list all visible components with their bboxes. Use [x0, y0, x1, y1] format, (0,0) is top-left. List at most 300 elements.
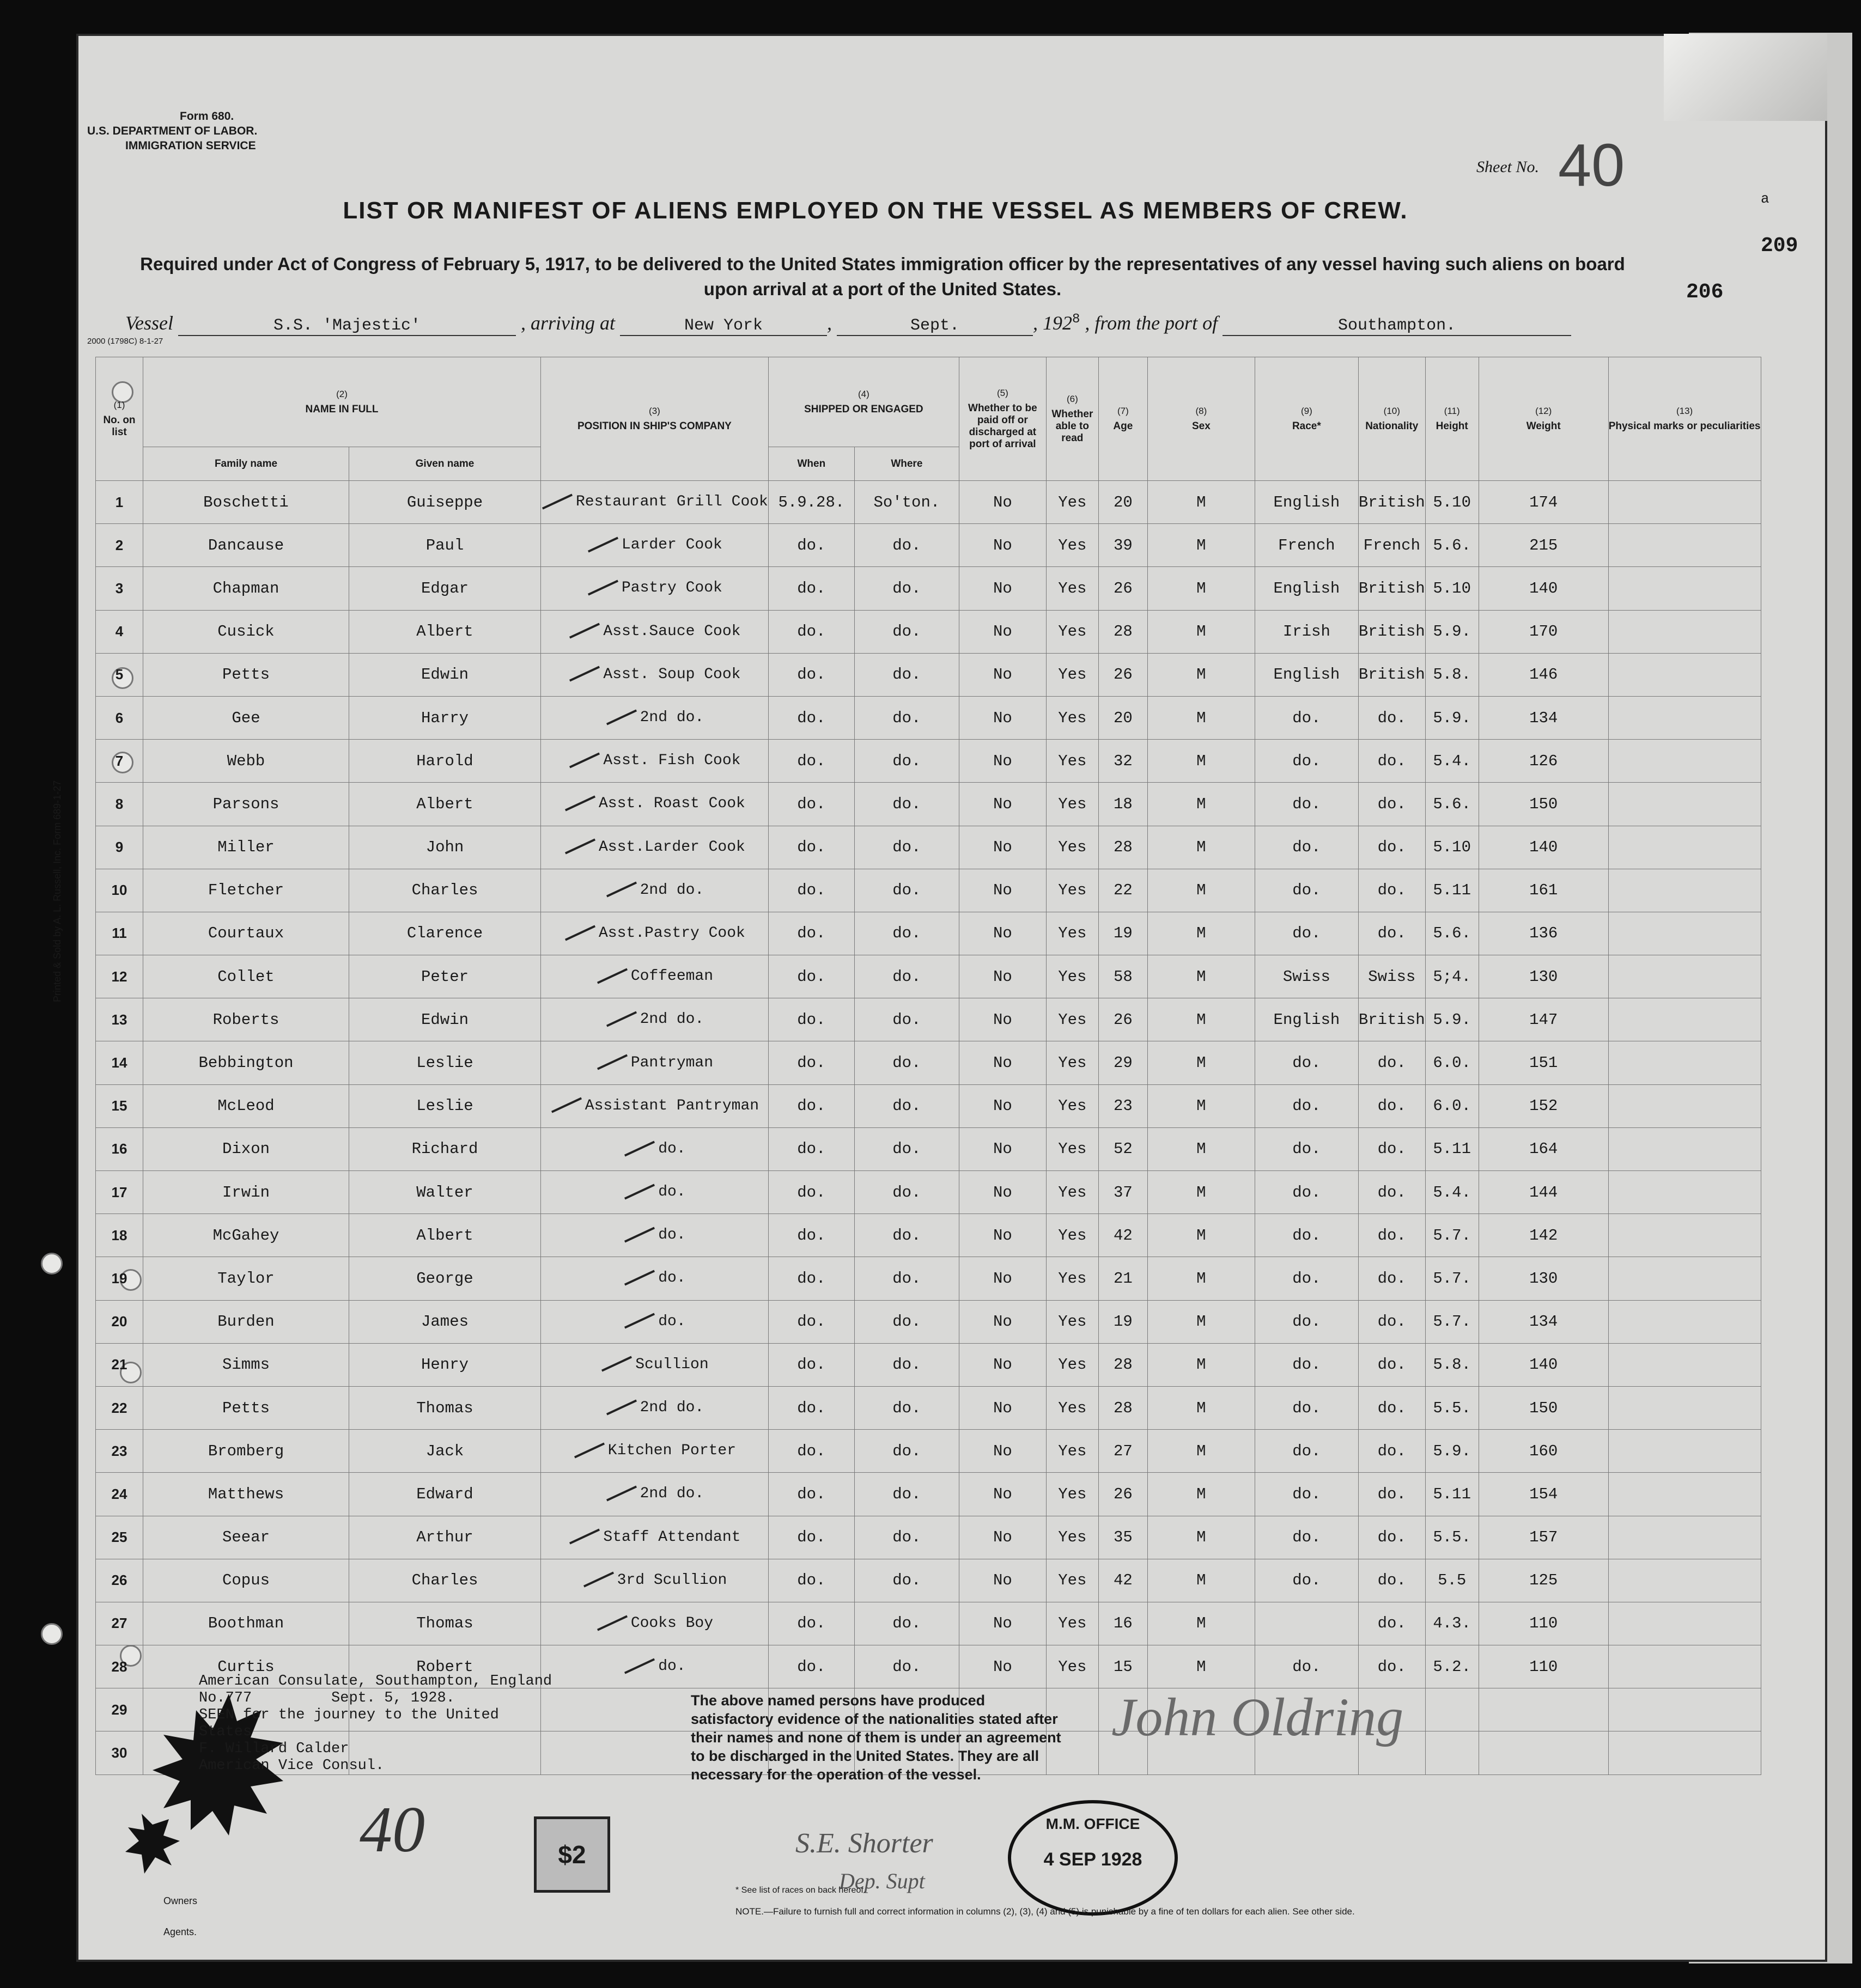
check-mark-icon — [565, 796, 595, 812]
shipped-where-cell: do. — [854, 1041, 959, 1084]
race-cell: do. — [1255, 912, 1358, 955]
height-cell: 5.5 — [1425, 1559, 1479, 1602]
given-name-cell: Charles — [349, 1559, 541, 1602]
check-mark-icon — [551, 1097, 582, 1113]
weight-cell: 130 — [1479, 955, 1608, 998]
physical-marks-cell — [1608, 524, 1761, 567]
family-name-cell: Matthews — [143, 1473, 349, 1516]
shipped-where-cell: do. — [854, 1171, 959, 1214]
paid-off-cell: No — [959, 1386, 1046, 1429]
race-cell: do. — [1255, 1516, 1358, 1559]
shipped-when-cell: do. — [768, 912, 854, 955]
race-cell: do. — [1255, 1041, 1358, 1084]
age-cell: 19 — [1098, 912, 1147, 955]
physical-marks-cell — [1608, 1257, 1761, 1300]
age-cell: 16 — [1098, 1602, 1147, 1645]
col-header-paid-off: (5) Whether to be paid off or discharged at port of arrival — [959, 357, 1046, 481]
shipped-where-cell: do. — [854, 955, 959, 998]
race-cell: do. — [1255, 740, 1358, 783]
given-name-cell: Leslie — [349, 1084, 541, 1127]
given-name-cell: Henry — [349, 1343, 541, 1386]
position-cell: do. — [541, 1257, 769, 1300]
physical-marks-cell — [1608, 1214, 1761, 1257]
departure-port: Southampton. — [1223, 316, 1571, 336]
physical-marks-cell — [1608, 1645, 1761, 1688]
able-to-read-cell: Yes — [1046, 1386, 1098, 1429]
physical-marks-cell — [1608, 1731, 1761, 1774]
weight-cell: 146 — [1479, 653, 1608, 696]
sheet-number-value: 40 — [1558, 132, 1625, 199]
shipped-when-cell: do. — [768, 783, 854, 826]
able-to-read-cell: Yes — [1046, 1602, 1098, 1645]
nationality-cell: do. — [1358, 1041, 1425, 1084]
shipped-when-cell: do. — [768, 1645, 854, 1688]
physical-marks-cell — [1608, 826, 1761, 869]
table-row — [96, 1430, 1761, 1473]
paid-off-cell: No — [959, 826, 1046, 869]
family-name-cell: Copus — [143, 1559, 349, 1602]
able-to-read-cell: Yes — [1046, 1559, 1098, 1602]
able-to-read-cell: Yes — [1046, 1127, 1098, 1170]
weight-cell: 126 — [1479, 740, 1608, 783]
race-cell: do. — [1255, 1214, 1358, 1257]
row-number-cell: 17 — [96, 1171, 143, 1214]
row-number-cell: 2 — [96, 524, 143, 567]
physical-marks-cell — [1608, 653, 1761, 696]
height-cell: 5.5. — [1425, 1386, 1479, 1429]
position-cell: 2nd do. — [541, 1386, 769, 1429]
age-cell: 15 — [1098, 1645, 1147, 1688]
table-row — [96, 1127, 1761, 1170]
given-name-cell: Edgar — [349, 567, 541, 610]
row-number-cell: 30 — [96, 1731, 143, 1774]
shipped-where-cell: do. — [854, 1602, 959, 1645]
sheet-number-label: Sheet No. — [1476, 158, 1539, 176]
consulate-line-6: American Vice Consul. — [199, 1758, 385, 1774]
weight-cell: 157 — [1479, 1516, 1608, 1559]
physical-marks-cell — [1608, 1084, 1761, 1127]
weight-cell — [1479, 1688, 1608, 1731]
given-name-cell: Edward — [349, 1473, 541, 1516]
race-cell: do. — [1255, 696, 1358, 739]
nationality-cell: do. — [1358, 1343, 1425, 1386]
paid-off-cell: No — [959, 912, 1046, 955]
arriving-label: , arriving at — [520, 312, 615, 334]
consulate-endorsement — [199, 1673, 552, 1774]
consulate-line-4: States — [199, 1724, 252, 1740]
able-to-read-cell: Yes — [1046, 740, 1098, 783]
shipped-where-cell: do. — [854, 524, 959, 567]
shipped-where-cell: do. — [854, 1386, 959, 1429]
sex-cell: M — [1147, 740, 1255, 783]
shipped-when-cell: do. — [768, 998, 854, 1041]
col-header-sex: (8) Sex — [1147, 357, 1255, 481]
given-name-cell: Albert — [349, 610, 541, 653]
height-cell: 6.0. — [1425, 1041, 1479, 1084]
paid-off-cell: No — [959, 1430, 1046, 1473]
sex-cell: M — [1147, 1516, 1255, 1559]
given-name-cell: Edwin — [349, 998, 541, 1041]
shipped-when-cell: do. — [768, 567, 854, 610]
nationality-cell: do. — [1358, 1430, 1425, 1473]
shipped-when-cell: do. — [768, 1041, 854, 1084]
officer-title-signature: Dep. Supt — [839, 1869, 925, 1893]
sex-cell: M — [1147, 955, 1255, 998]
weight-cell: 152 — [1479, 1084, 1608, 1127]
height-cell: 5;4. — [1425, 955, 1479, 998]
paid-off-cell: No — [959, 1214, 1046, 1257]
check-mark-icon — [565, 925, 595, 941]
row-number-cell: 29 — [96, 1688, 143, 1731]
row-number-cell: 15 — [96, 1084, 143, 1127]
height-cell: 5.6. — [1425, 912, 1479, 955]
department-name: U.S. DEPARTMENT OF LABOR. — [87, 125, 258, 137]
office-date-stamp — [1008, 1800, 1178, 1916]
table-row — [96, 998, 1761, 1041]
consulate-line-1: American Consulate, Southampton, England — [199, 1673, 552, 1690]
family-name-cell: Miller — [143, 826, 349, 869]
row-number-cell: 8 — [96, 783, 143, 826]
position-cell: do. — [541, 1127, 769, 1170]
year-digit: 8 — [1072, 312, 1080, 327]
nationality-cell: do. — [1358, 1214, 1425, 1257]
able-to-read-cell: Yes — [1046, 1041, 1098, 1084]
row-number-cell: 6 — [96, 696, 143, 739]
shipped-where-cell: do. — [854, 1084, 959, 1127]
height-cell: 5.6. — [1425, 783, 1479, 826]
table-row — [96, 653, 1761, 696]
family-name-cell: Cusick — [143, 610, 349, 653]
paid-off-cell: No — [959, 524, 1046, 567]
row-number-cell: 14 — [96, 1041, 143, 1084]
given-name-cell: Guiseppe — [349, 481, 541, 524]
row-number-cell: 27 — [96, 1602, 143, 1645]
nationality-cell: British — [1358, 610, 1425, 653]
race-cell: English — [1255, 653, 1358, 696]
able-to-read-cell: Yes — [1046, 696, 1098, 739]
nationality-cell: do. — [1358, 826, 1425, 869]
nationality-cell: do. — [1358, 696, 1425, 739]
race-cell: do. — [1255, 869, 1358, 912]
race-footnote: * See list of races on back hereof. — [735, 1886, 866, 1895]
check-mark-icon — [597, 968, 628, 984]
row-number-cell: 22 — [96, 1386, 143, 1429]
able-to-read-cell: Yes — [1046, 955, 1098, 998]
height-cell: 5.2. — [1425, 1645, 1479, 1688]
given-name-cell: Albert — [349, 783, 541, 826]
shipped-where-cell: do. — [854, 1257, 959, 1300]
physical-marks-cell — [1608, 1473, 1761, 1516]
age-cell: 21 — [1098, 1257, 1147, 1300]
check-mark-icon — [601, 1356, 632, 1372]
nationality-cell: do. — [1358, 1386, 1425, 1429]
physical-marks-cell — [1608, 783, 1761, 826]
physical-marks-cell — [1608, 1386, 1761, 1429]
shipped-when-cell: 5.9.28. — [768, 481, 854, 524]
check-mark-icon — [606, 709, 637, 725]
binder-hole — [41, 1623, 63, 1645]
check-mark-icon — [606, 1011, 637, 1027]
height-cell — [1425, 1688, 1479, 1731]
age-cell: 29 — [1098, 1041, 1147, 1084]
paid-off-cell: No — [959, 740, 1046, 783]
family-name-cell: Fletcher — [143, 869, 349, 912]
given-name-cell: Peter — [349, 955, 541, 998]
check-mark-icon — [624, 1658, 655, 1674]
office-stamp-label: M.M. OFFICE — [1045, 1815, 1140, 1832]
race-cell — [1255, 1602, 1358, 1645]
weight-cell: 215 — [1479, 524, 1608, 567]
arrival-month: Sept. — [837, 316, 1033, 336]
paid-off-cell: No — [959, 1257, 1046, 1300]
table-row — [96, 826, 1761, 869]
nationality-cell: do. — [1358, 869, 1425, 912]
height-cell: 5.11 — [1425, 1127, 1479, 1170]
given-name-cell: Harold — [349, 740, 541, 783]
nationality-cell: British — [1358, 653, 1425, 696]
vessel-name: S.S. 'Majestic' — [178, 316, 516, 336]
paid-off-cell: No — [959, 1171, 1046, 1214]
able-to-read-cell: Yes — [1046, 1645, 1098, 1688]
family-name-cell: Seear — [143, 1516, 349, 1559]
nationality-cell: do. — [1358, 1602, 1425, 1645]
physical-marks-cell — [1608, 1127, 1761, 1170]
table-row — [96, 869, 1761, 912]
shipped-when-cell: do. — [768, 869, 854, 912]
age-cell: 35 — [1098, 1516, 1147, 1559]
able-to-read-cell: Yes — [1046, 1257, 1098, 1300]
shipped-when-cell: do. — [768, 1559, 854, 1602]
row-number-cell: 16 — [96, 1127, 143, 1170]
position-cell: Larder Cook — [541, 524, 769, 567]
age-cell: 39 — [1098, 524, 1147, 567]
sex-cell: M — [1147, 1343, 1255, 1386]
row-number-cell: 20 — [96, 1300, 143, 1343]
height-cell: 5.11 — [1425, 869, 1479, 912]
paid-off-cell: No — [959, 1602, 1046, 1645]
weight-cell — [1479, 1731, 1608, 1774]
race-cell: English — [1255, 481, 1358, 524]
able-to-read-cell: Yes — [1046, 481, 1098, 524]
race-cell: do. — [1255, 1473, 1358, 1516]
fee-stamp: $2 — [534, 1816, 610, 1893]
col-header-given-name: Given name — [349, 447, 541, 481]
able-to-read-cell: Yes — [1046, 524, 1098, 567]
given-name-cell: Thomas — [349, 1386, 541, 1429]
able-to-read-cell: Yes — [1046, 1516, 1098, 1559]
height-cell: 5.4. — [1425, 740, 1479, 783]
nationality-cell: British — [1358, 998, 1425, 1041]
height-cell: 4.3. — [1425, 1602, 1479, 1645]
table-row — [96, 912, 1761, 955]
table-row — [96, 1343, 1761, 1386]
shipped-where-cell: do. — [854, 826, 959, 869]
height-cell: 5.10 — [1425, 481, 1479, 524]
col-header-race: (9) Race* — [1255, 357, 1358, 481]
check-mark-icon — [588, 580, 618, 596]
shipped-when-cell: do. — [768, 1171, 854, 1214]
sex-cell: M — [1147, 826, 1255, 869]
family-name-cell: Dancause — [143, 524, 349, 567]
physical-marks-cell — [1608, 1041, 1761, 1084]
paid-off-cell: No — [959, 783, 1046, 826]
physical-marks-cell — [1608, 1688, 1761, 1731]
sex-cell: M — [1147, 1214, 1255, 1257]
race-cell: do. — [1255, 1645, 1358, 1688]
paid-off-cell: No — [959, 567, 1046, 610]
race-cell: do. — [1255, 1343, 1358, 1386]
sex-cell: M — [1147, 869, 1255, 912]
physical-marks-cell — [1608, 998, 1761, 1041]
handwritten-sheet-number: 40 — [360, 1793, 425, 1865]
table-row — [96, 955, 1761, 998]
height-cell: 5.10 — [1425, 567, 1479, 610]
shipped-where-cell: do. — [854, 696, 959, 739]
weight-cell: 150 — [1479, 1386, 1608, 1429]
paid-off-cell: No — [959, 1343, 1046, 1386]
year-prefix: 192 — [1043, 312, 1072, 334]
weight-cell: 151 — [1479, 1041, 1608, 1084]
nationality-cell: do. — [1358, 1127, 1425, 1170]
race-cell: do. — [1255, 1171, 1358, 1214]
able-to-read-cell: Yes — [1046, 869, 1098, 912]
weight-cell: 134 — [1479, 696, 1608, 739]
row-number-cell: 24 — [96, 1473, 143, 1516]
table-row — [96, 1386, 1761, 1429]
nationality-cell: Swiss — [1358, 955, 1425, 998]
shipped-when-cell: do. — [768, 524, 854, 567]
given-name-cell: Jack — [349, 1430, 541, 1473]
shipped-when-cell: do. — [768, 1214, 854, 1257]
race-cell: do. — [1255, 826, 1358, 869]
physical-marks-cell — [1608, 610, 1761, 653]
page-subtitle: Required under Act of Congress of February 5, 1917, to be delivered to the United States immigration officer by the representatives of any vessel having such aliens on board upon arrival at a port of the United States. — [140, 254, 1625, 299]
table-row — [96, 1516, 1761, 1559]
row-number-cell: 13 — [96, 998, 143, 1041]
check-mark-icon — [606, 1399, 637, 1415]
check-mark-icon — [597, 1615, 628, 1631]
agents-label: Agents. — [163, 1926, 197, 1937]
given-name-cell: Albert — [349, 1214, 541, 1257]
weight-cell: 136 — [1479, 912, 1608, 955]
consulate-line-3: SEEN for the journey to the United — [199, 1707, 499, 1723]
check-mark-icon — [606, 882, 637, 898]
weight-cell: 140 — [1479, 1343, 1608, 1386]
family-name-cell: McLeod — [143, 1084, 349, 1127]
given-name-cell: Robert — [349, 1645, 541, 1688]
table-row — [96, 740, 1761, 783]
sex-cell: M — [1147, 998, 1255, 1041]
race-cell: Swiss — [1255, 955, 1358, 998]
row-number-cell: 9 — [96, 826, 143, 869]
shipped-when-cell: do. — [768, 1602, 854, 1645]
weight-cell: 160 — [1479, 1430, 1608, 1473]
age-cell: 37 — [1098, 1171, 1147, 1214]
family-name-cell: Boschetti — [143, 481, 349, 524]
table-row — [96, 1602, 1761, 1645]
family-name-cell: Courtaux — [143, 912, 349, 955]
row-number-cell: 18 — [96, 1214, 143, 1257]
check-mark-icon — [569, 623, 600, 639]
weight-cell: 140 — [1479, 826, 1608, 869]
nationality-cell: do. — [1358, 1084, 1425, 1127]
position-cell: do. — [541, 1171, 769, 1214]
family-name-cell: Webb — [143, 740, 349, 783]
officer-signature: S.E. Shorter — [795, 1828, 933, 1859]
vessel-label: Vessel — [125, 312, 173, 334]
age-cell: 26 — [1098, 998, 1147, 1041]
sex-cell: M — [1147, 1430, 1255, 1473]
physical-marks-cell — [1608, 1171, 1761, 1214]
shipped-where-cell: do. — [854, 610, 959, 653]
given-name-cell: Charles — [349, 869, 541, 912]
height-cell: 6.0. — [1425, 1084, 1479, 1127]
col-header-height: (11) Height — [1425, 357, 1479, 481]
consulate-line-2: No.777 Sept. 5, 1928. — [199, 1690, 455, 1706]
consulate-line-5: F. Willard Calder — [199, 1741, 349, 1757]
position-cell: Asst. Fish Cook — [541, 740, 769, 783]
shipped-when-cell: do. — [768, 1300, 854, 1343]
able-to-read-cell: Yes — [1046, 1473, 1098, 1516]
given-name-cell: Richard — [349, 1127, 541, 1170]
check-mark-icon — [574, 1442, 605, 1458]
check-mark-icon — [606, 1486, 637, 1502]
paid-off-cell: No — [959, 1559, 1046, 1602]
check-mark-icon — [569, 1529, 600, 1545]
table-row — [96, 1214, 1761, 1257]
paid-off-cell: No — [959, 653, 1046, 696]
age-cell: 28 — [1098, 610, 1147, 653]
arrival-port: New York — [620, 316, 827, 336]
check-mark-icon — [624, 1184, 655, 1199]
shipped-when-cell: do. — [768, 696, 854, 739]
nationality-cell: do. — [1358, 783, 1425, 826]
nationality-cell: do. — [1358, 1559, 1425, 1602]
weight-cell: 170 — [1479, 610, 1608, 653]
table-row — [96, 1171, 1761, 1214]
sex-cell: M — [1147, 1300, 1255, 1343]
check-mark-icon — [624, 1270, 655, 1286]
nationality-cell: do. — [1358, 912, 1425, 955]
owners-label: Owners — [163, 1895, 198, 1906]
position-cell: Asst.Sauce Cook — [541, 610, 769, 653]
position-cell: Assistant Pantryman — [541, 1084, 769, 1127]
sex-cell: M — [1147, 481, 1255, 524]
position-cell: Scullion — [541, 1343, 769, 1386]
height-cell: 5.10 — [1425, 826, 1479, 869]
race-cell: French — [1255, 524, 1358, 567]
nationality-cell: French — [1358, 524, 1425, 567]
age-cell: 28 — [1098, 826, 1147, 869]
row-number-cell: 7 — [96, 740, 143, 783]
given-name-cell: George — [349, 1257, 541, 1300]
physical-marks-cell — [1608, 1516, 1761, 1559]
paid-off-cell: No — [959, 1127, 1046, 1170]
age-cell: 28 — [1098, 1386, 1147, 1429]
col-header-no: (1) No. on list — [96, 357, 143, 481]
given-name-cell: John — [349, 826, 541, 869]
position-cell: Pantryman — [541, 1041, 769, 1084]
physical-marks-cell — [1608, 481, 1761, 524]
family-name-cell: Dixon — [143, 1127, 349, 1170]
able-to-read-cell: Yes — [1046, 998, 1098, 1041]
weight-cell: 161 — [1479, 869, 1608, 912]
nationality-cell: do. — [1358, 1645, 1425, 1688]
margin-number-209: 209 — [1761, 234, 1798, 258]
position-cell: Coffeeman — [541, 955, 769, 998]
able-to-read-cell: Yes — [1046, 1214, 1098, 1257]
height-cell: 5.8. — [1425, 1343, 1479, 1386]
